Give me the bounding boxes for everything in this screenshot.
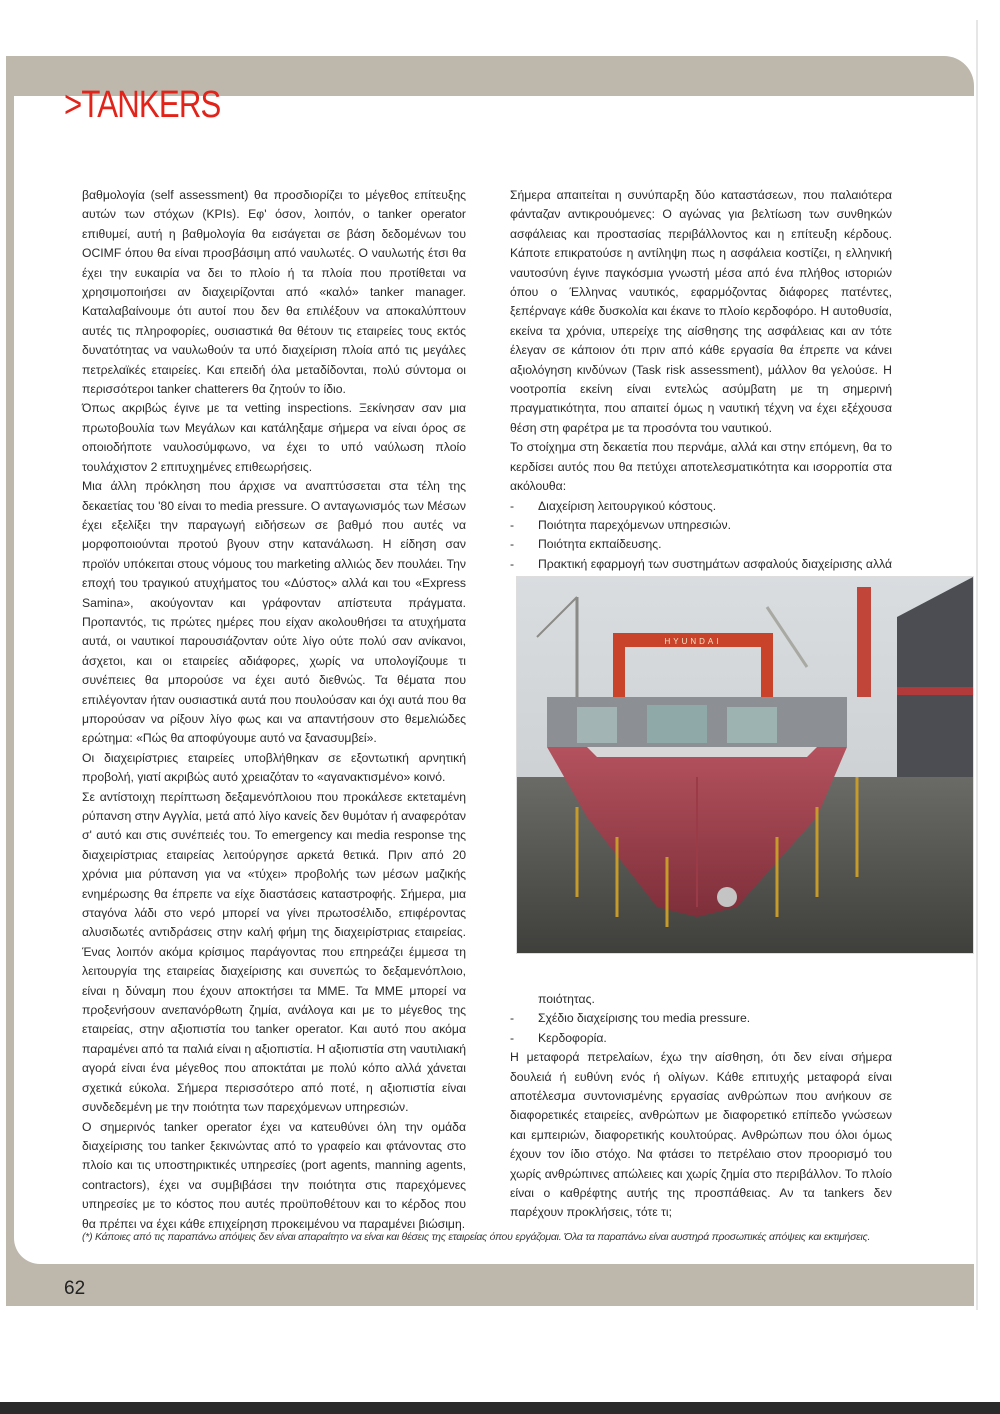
priority-list-continued xyxy=(510,990,892,1048)
crane-lettering: HYUNDAI xyxy=(664,637,722,646)
left-paragraph: Όπως ακριβώς έγινε με τα vetting inspections. Ξεκίνησαν σαν μια πρωτοβουλία των Μεγάλων και κατάληξαμε σήμερα να είναι όρος σε οποιοδήποτε ναυλοσύμφωνο, να έχει το υπό ναύλωση πλοίο τουλάχιστον 2 επιτυχημένες επιθεωρήσεις. xyxy=(82,401,466,474)
list-item: - Κερδοφορία. xyxy=(510,1029,892,1048)
list-item: - Ποιότητα εκπαίδευσης. xyxy=(510,535,892,554)
deck-machinery xyxy=(727,707,777,743)
hull-upper-band xyxy=(587,747,817,757)
left-column xyxy=(82,186,466,1234)
list-item: - Διαχείριση λειτουργικού κόστους. xyxy=(510,497,892,516)
list-item: - Ποιότητα παρεχόμενων υπηρεσιών. xyxy=(510,516,892,535)
right-column-upper xyxy=(510,186,892,594)
bow-thruster xyxy=(717,887,737,907)
ship-drydock-photo xyxy=(516,576,974,954)
tower-crane-right xyxy=(857,587,871,697)
list-item: - Πρακτική εφαρμογή των συστημάτων ασφαλούς διαχείρισης αλλά xyxy=(510,555,892,594)
right-paragraph: Το στοίχημα στη δεκαετία που περνάμε, αλλά και στην επόμενη, θα το κερδίσει αυτός που θα πετύχει αποτελεσματικότητα και ισορροπία στα ακόλουθα: xyxy=(510,440,892,494)
left-paragraph: Σε αντίστοιχη περίπτωση δεξαμενόπλοιου που προκάλεσε εκτεταμένη ρύπανση στην Αγγλία, μετά από λίγο κανείς δεν θυμόταν ή αναφερόταν σ' αυτό και στις συνέπειές του. Το emergency και media response της διαχειρίστριας εταιρείας λειτούργησε αρκετά θετικά. Πριν από 20 χρόνια μια ρύπανση για να «τύχει» προβολής των μέσων μαζικής ενημέρωσης θα έπρεπε να είχε διαστάσεις καταστροφής. Σήμερα, μια σταγόνα λάδι στο νερό μπορεί να γίνει πρωτοσέλιδο, επιφέροντας αλυσιδωτές αντιδράσεις στην καλή φήμη της διαχειρίστριας εταιρείας. Ένας λοιπόν ακόμα κρίσιμος παράγοντας που επηρεάζει έμμεσα τη λειτουργία της εταιρείας διαχείρισης και συνεπώς το δεξαμενόπλοιο, είναι η δύναμη που έχουν αποκτήσει τα ΜΜΕ. Τα ΜΜΕ μπορεί να προξενήσουν ανεπανόρθωτη ζημία, ανάλογα και με το μέγεθος της εταιρείας, στην αξιοπιστία του tanker operator. Και αυτό που ακόμα παραμένει από τα παλιά είναι η αξιοπιστία. Η αξιοπιστία στη ναυτιλιακή αγορά είναι ένα μέγεθος που αποκτάται με πολύ κόπο αλλά χάνεται σχετικά εύκολα. Σήμερα περισσότερο από ποτέ, η αξιοπιστία είναι συνδεδεμένη με την ποιότητα των παρεχόμενων υπηρεσιών. xyxy=(82,789,466,1115)
right-column-lower xyxy=(510,990,892,1223)
right-paragraph: Σήμερα απαιτείται η συνύπαρξη δύο καταστάσεων, που παλαιότερα φάνταζαν αντικρουόμενες: Ο αγώνας για βελτίωση των συνθηκών ασφάλειας και προστασίας περιβάλλοντος και η επίτευξη κέρδους. Κάποτε επικρατούσε η αντίληψη πως η ασφάλεια κοστίζει, η ελληνική ναυτοσύνη έγινε παγκόσμια γνωστή μέσα από ένα πλήθος ιστοριών όπου ο Έλληνας ναυτικός, εφαρμόζοντας διάφορες πατέντες, ξεπέρναγε κάθε δυσκολία και έκανε το πλοίο κερδοφόρο. Η αυτοθυσία, εκείνα τα χρόνια, υπερείχε της αίσθησης της ασφάλειας και αν τότε έλεγαν σε κάποιον ότι πριν από κάθε εργασία θα έπρεπε να κάνει αξιολόγηση κινδύνων (Task risk assessment), μάλλον θα γελούσε. Η νοοτροπία εκείνη είναι εντελώς ασύμβατη με τη σημερινή πραγματικότητα, που απαιτεί όμως η ναυτική τέχνη να έχει εξέχουσα θέση στη φαρέτρα με τα προσόντα του ναυτικού. xyxy=(510,188,892,435)
list-item: - Σχέδιο διαχείρισης του media pressure. xyxy=(510,1009,892,1028)
list-item-continuation: ποιότητας. xyxy=(538,992,595,1006)
left-paragraph: Ο σημερινός tanker operator έχει να κατευθύνει όλη την ομάδα διαχείρισης του tanker ξεκινώντας από το γραφείο και φτάνοντας στο πλοίο και τις υποστηρικτικές υπηρεσίες (port agents, manning agents, contractors), έχει να συμβιβάσει την ποιότητα στις παρεχόμενες υπηρεσίες με το κόστος που αυτές προϋποθέτουν και το κέρδος που θα πρέπει να έχει κάθε επιχείρηση προκειμένου να παραμένει βιώσιμη. xyxy=(82,1119,466,1231)
neighbor-ship-stripe xyxy=(897,687,973,695)
bottom-scan-bar xyxy=(0,1402,1000,1414)
footnote: (*) Κάποιες από τις παραπάνω απόψεις δεν είναι απαραίτητο να είναι και θέσεις της εταιρείας όπου εργάζομαι. Όλα τα παραπάνω είναι αυστηρά προσωπικές απόψεις και εκτιμήσεις. xyxy=(82,1232,871,1243)
left-paragraph: βαθμολογία (self assessment) θα προσδιορίζει το μέγεθος επίτευξης αυτών των στόχων (KPIs). Εφ' όσον, λοιπόν, ο tanker operator επιθυμεί, αυτή η βαθμολογία θα εισάγεται σε βάση δεδομένων του OCIMF όπου θα είναι προσβάσιμη από ναυλωτές. Ο ναυλωτής έτσι θα έχει την ευκαιρία να δει το πλοίο ή τα πλοία που προτίθεται να χρησιμοποιήσει αν διαχειρίζονται από «καλό» tanker manager. Καταλαβαίνουμε ότι αυτοί που δεν θα επιλέξουν να αποκαλύπτουν αυτές τις πληροφορίες, ουσιαστικά θα θέτουν τις εταιρείες τους εκτός δυνατότητας να ναυλωθούν τα υπό διαχείριση πλοία από τις μεγάλες πετρελαϊκές εταιρείες. Και επειδή όλα μεταδίδονται, πολύ σύντομα οι περισσότεροι tanker chatterers θα ζητούν το ίδιο. xyxy=(82,188,466,397)
deck-machinery xyxy=(647,705,707,743)
left-paragraph: Μια άλλη πρόκληση που άρχισε να αναπτύσσεται στα τέλη της δεκαετίας του '80 είναι το media pressure. Ο ανταγωνισμός των Μέσων έχει εξελίξει την παραγωγή ειδήσεων σε βαθμό που αυτές να μορφοποιούνται προτού βγουν στην κατανάλωση. Η είδηση σαν προϊόν υπόκειται στους νόμους του marketing αλλιώς δεν πουλάει. Την εποχή του τραγικού ατυχήματος του «Δύστος» αλλά και του «Express Samina», ακούγονταν και γράφονταν απίστευτα πράγματα. Προπαντός, τις πρώτες ημέρες που είχαν ακολουθήσει τα ατυχήματα αυτά, οι ναυτικοί παρουσιάζονταν ούτε λίγο ούτε πολύ σαν ανίκανοι, άσχετοι, και οι εταιρείες αδιάφορες, χωρίς να υπολογίζουμε τι συνέπειες θα μπορούσε να έχει αυτό διεθνώς. Τα θέματα που επιλέγονταν ήταν ουσιαστικά αυτά που πουλούσαν και όχι αυτά που θα μπορούσαν να ρίξουν λίγο φως και να απαντήσουν στο θεμελιώδες ερώτημα: «Πώς θα αποφύγουμε αυτό να ξανασυμβεί». xyxy=(82,479,466,746)
section-title: >TANKERS xyxy=(64,84,221,126)
closing-paragraph: Η μεταφορά πετρελαίων, έχω την αίσθηση, ότι δεν είναι σήμερα δουλειά ή ευθύνη ενός ή ολίγων. Κάθε επιτυχής μεταφορά είναι αποτέλεσμα συντονισμένης εργασίας ανθρώπων που ανήκουν σε διαφορετικές εταιρείες, ανθρώπων με διαφορετικό επίπεδο γνώσεων και εμπειριών, διαφορετικής κουλτούρας. Ανθρώπων που όλοι όμως έχουν τον ίδιο στόχο. Να φτάσει το πετρέλαιο στον προορισμό του χωρίς ανθρώπινες απώλειες και χωρίς ζημία στο περιβάλλον. Το πλοίο είναι ο καθρέφτης αυτής της προσπάθειας. Αν τα tankers δεν παρέχουν προκλήσεις, τότε τι; xyxy=(510,1050,892,1220)
page-edge-line xyxy=(976,20,978,1310)
page-number: 62 xyxy=(64,1278,86,1299)
deck-machinery xyxy=(577,707,617,743)
left-paragraph: Οι διαχειρίστριες εταιρείες υποβλήθηκαν σε εξοντωτική αρνητική προβολή, γιατί ακριβώς αυτό χρειαζόταν το «αγανακτισμένο» κοινό. xyxy=(82,750,466,785)
